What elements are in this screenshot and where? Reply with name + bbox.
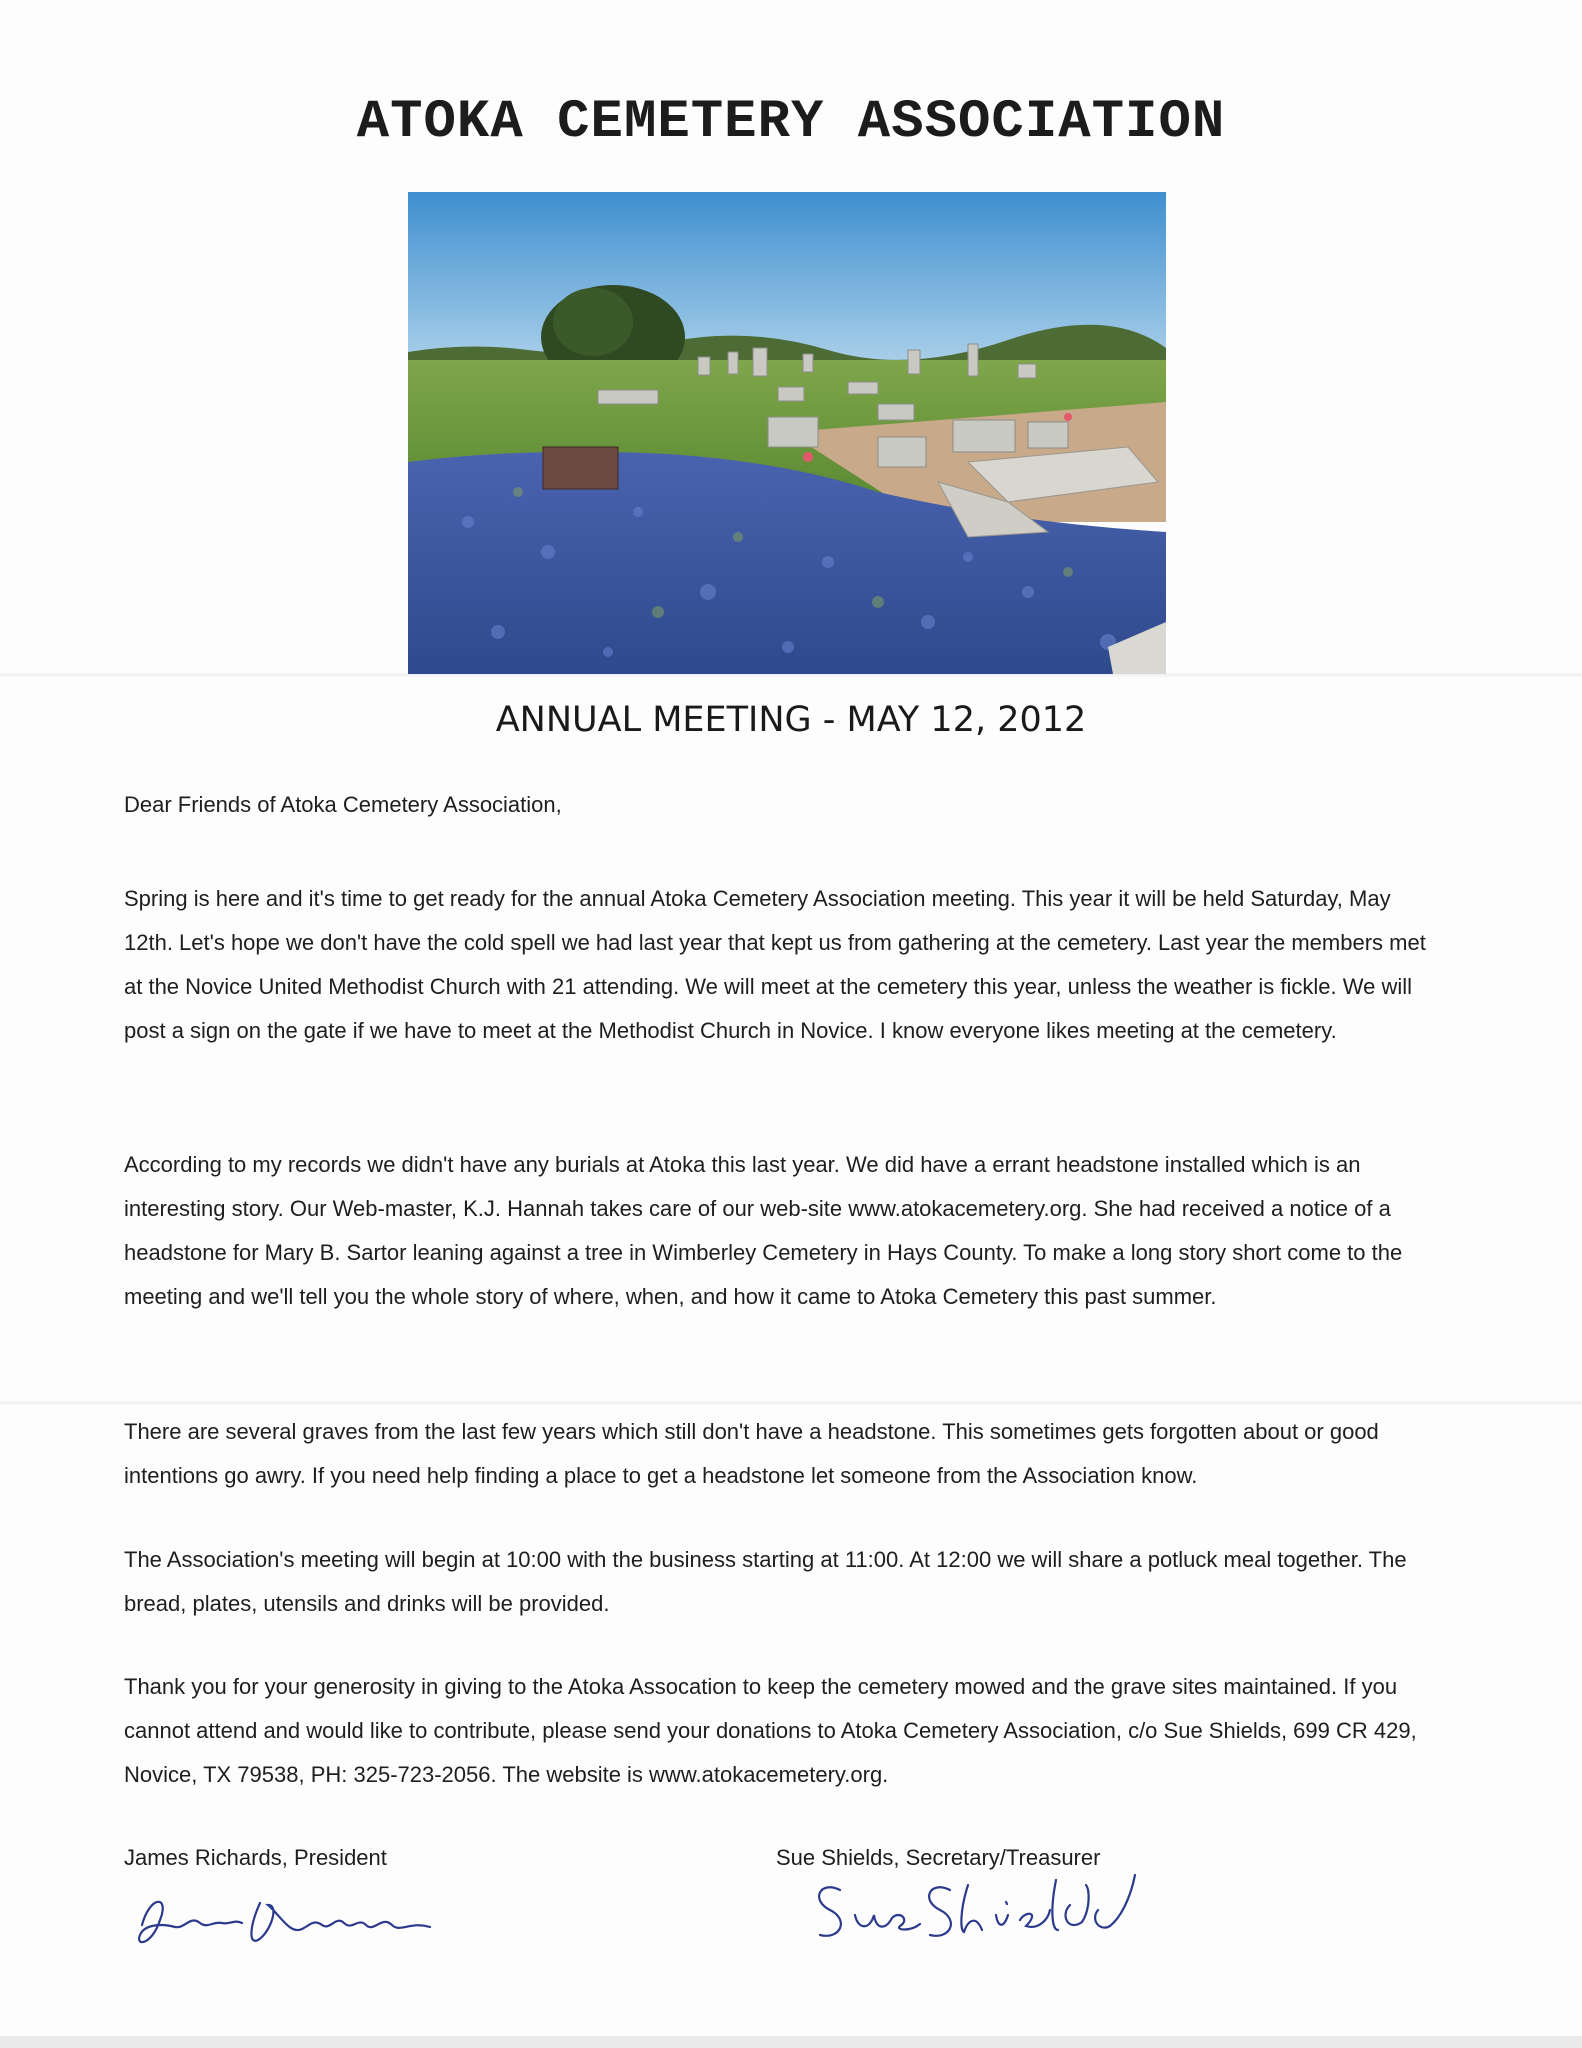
cemetery-photo: [408, 192, 1166, 674]
secretary-name: Sue Shields, Secretary/Treasurer: [776, 1845, 1101, 1870]
paragraph-headstone-story: According to my records we didn't have any burials at Atoka this last year. We did have a errant headstone installed which is an interesting story. Our Web-master, K.J. Hannah takes care of our web-site www.atokacemetery.org. She had received a notice of a headstone for Mary B. Sartor leaning against a tree in Wimberley Cemetery in Hays County. To make a long story short come to the meeting and we'll tell you the whole story of where, when, and how it came to Atoka Cemetery this past summer.: [124, 1152, 1403, 1309]
paragraph-graves: There are several graves from the last few years which still don't have a headstone. This sometimes gets forgotten about or good intentions go awry. If you need help finding a place to get a headstone let someone from the Association know.: [124, 1419, 1379, 1488]
paragraph-schedule: The Association's meeting will begin at 10:00 with the business starting at 11:00. At 12:00 we will share a potluck meal together. The bread, plates, utensils and drinks will be provided.: [124, 1547, 1407, 1616]
page-bottom-edge: [0, 2036, 1582, 2048]
letter-title: ATOKA CEMETERY ASSOCIATION: [356, 92, 1226, 153]
salutation: Dear Friends of Atoka Cemetery Association,: [124, 792, 562, 817]
meeting-subtitle: ANNUAL MEETING - MAY 12, 2012: [495, 700, 1087, 740]
president-signature: [130, 1885, 450, 1955]
page-fold-line: [0, 1400, 1582, 1406]
paragraph-intro: Spring is here and it's time to get ready for the annual Atoka Cemetery Association meeting. This year it will be held Saturday, May 12th. Let's hope we don't have the cold spell we had last year that kept us from gathering at the cemetery. Last year the members met at the Novice United Methodist Church with 21 attending. We will meet at the cemetery this year, unless the weather is fickle. We will post a sign on the gate if we have to meet at the Methodist Church in Novice. I know everyone likes meeting at the cemetery.: [124, 886, 1426, 1043]
president-name: James Richards, President: [124, 1845, 387, 1870]
secretary-signature: [800, 1860, 1160, 1950]
paragraph-donations: Thank you for your generosity in giving to the Atoka Assocation to keep the cemetery mowed and the grave sites maintained. If you cannot attend and would like to contribute, please send your donations to Atoka Cemetery Association, c/o Sue Shields, 699 CR 429, Novice, TX 79538, PH: 325-723-2056. The website is www.atokacemetery.org.: [124, 1674, 1417, 1787]
